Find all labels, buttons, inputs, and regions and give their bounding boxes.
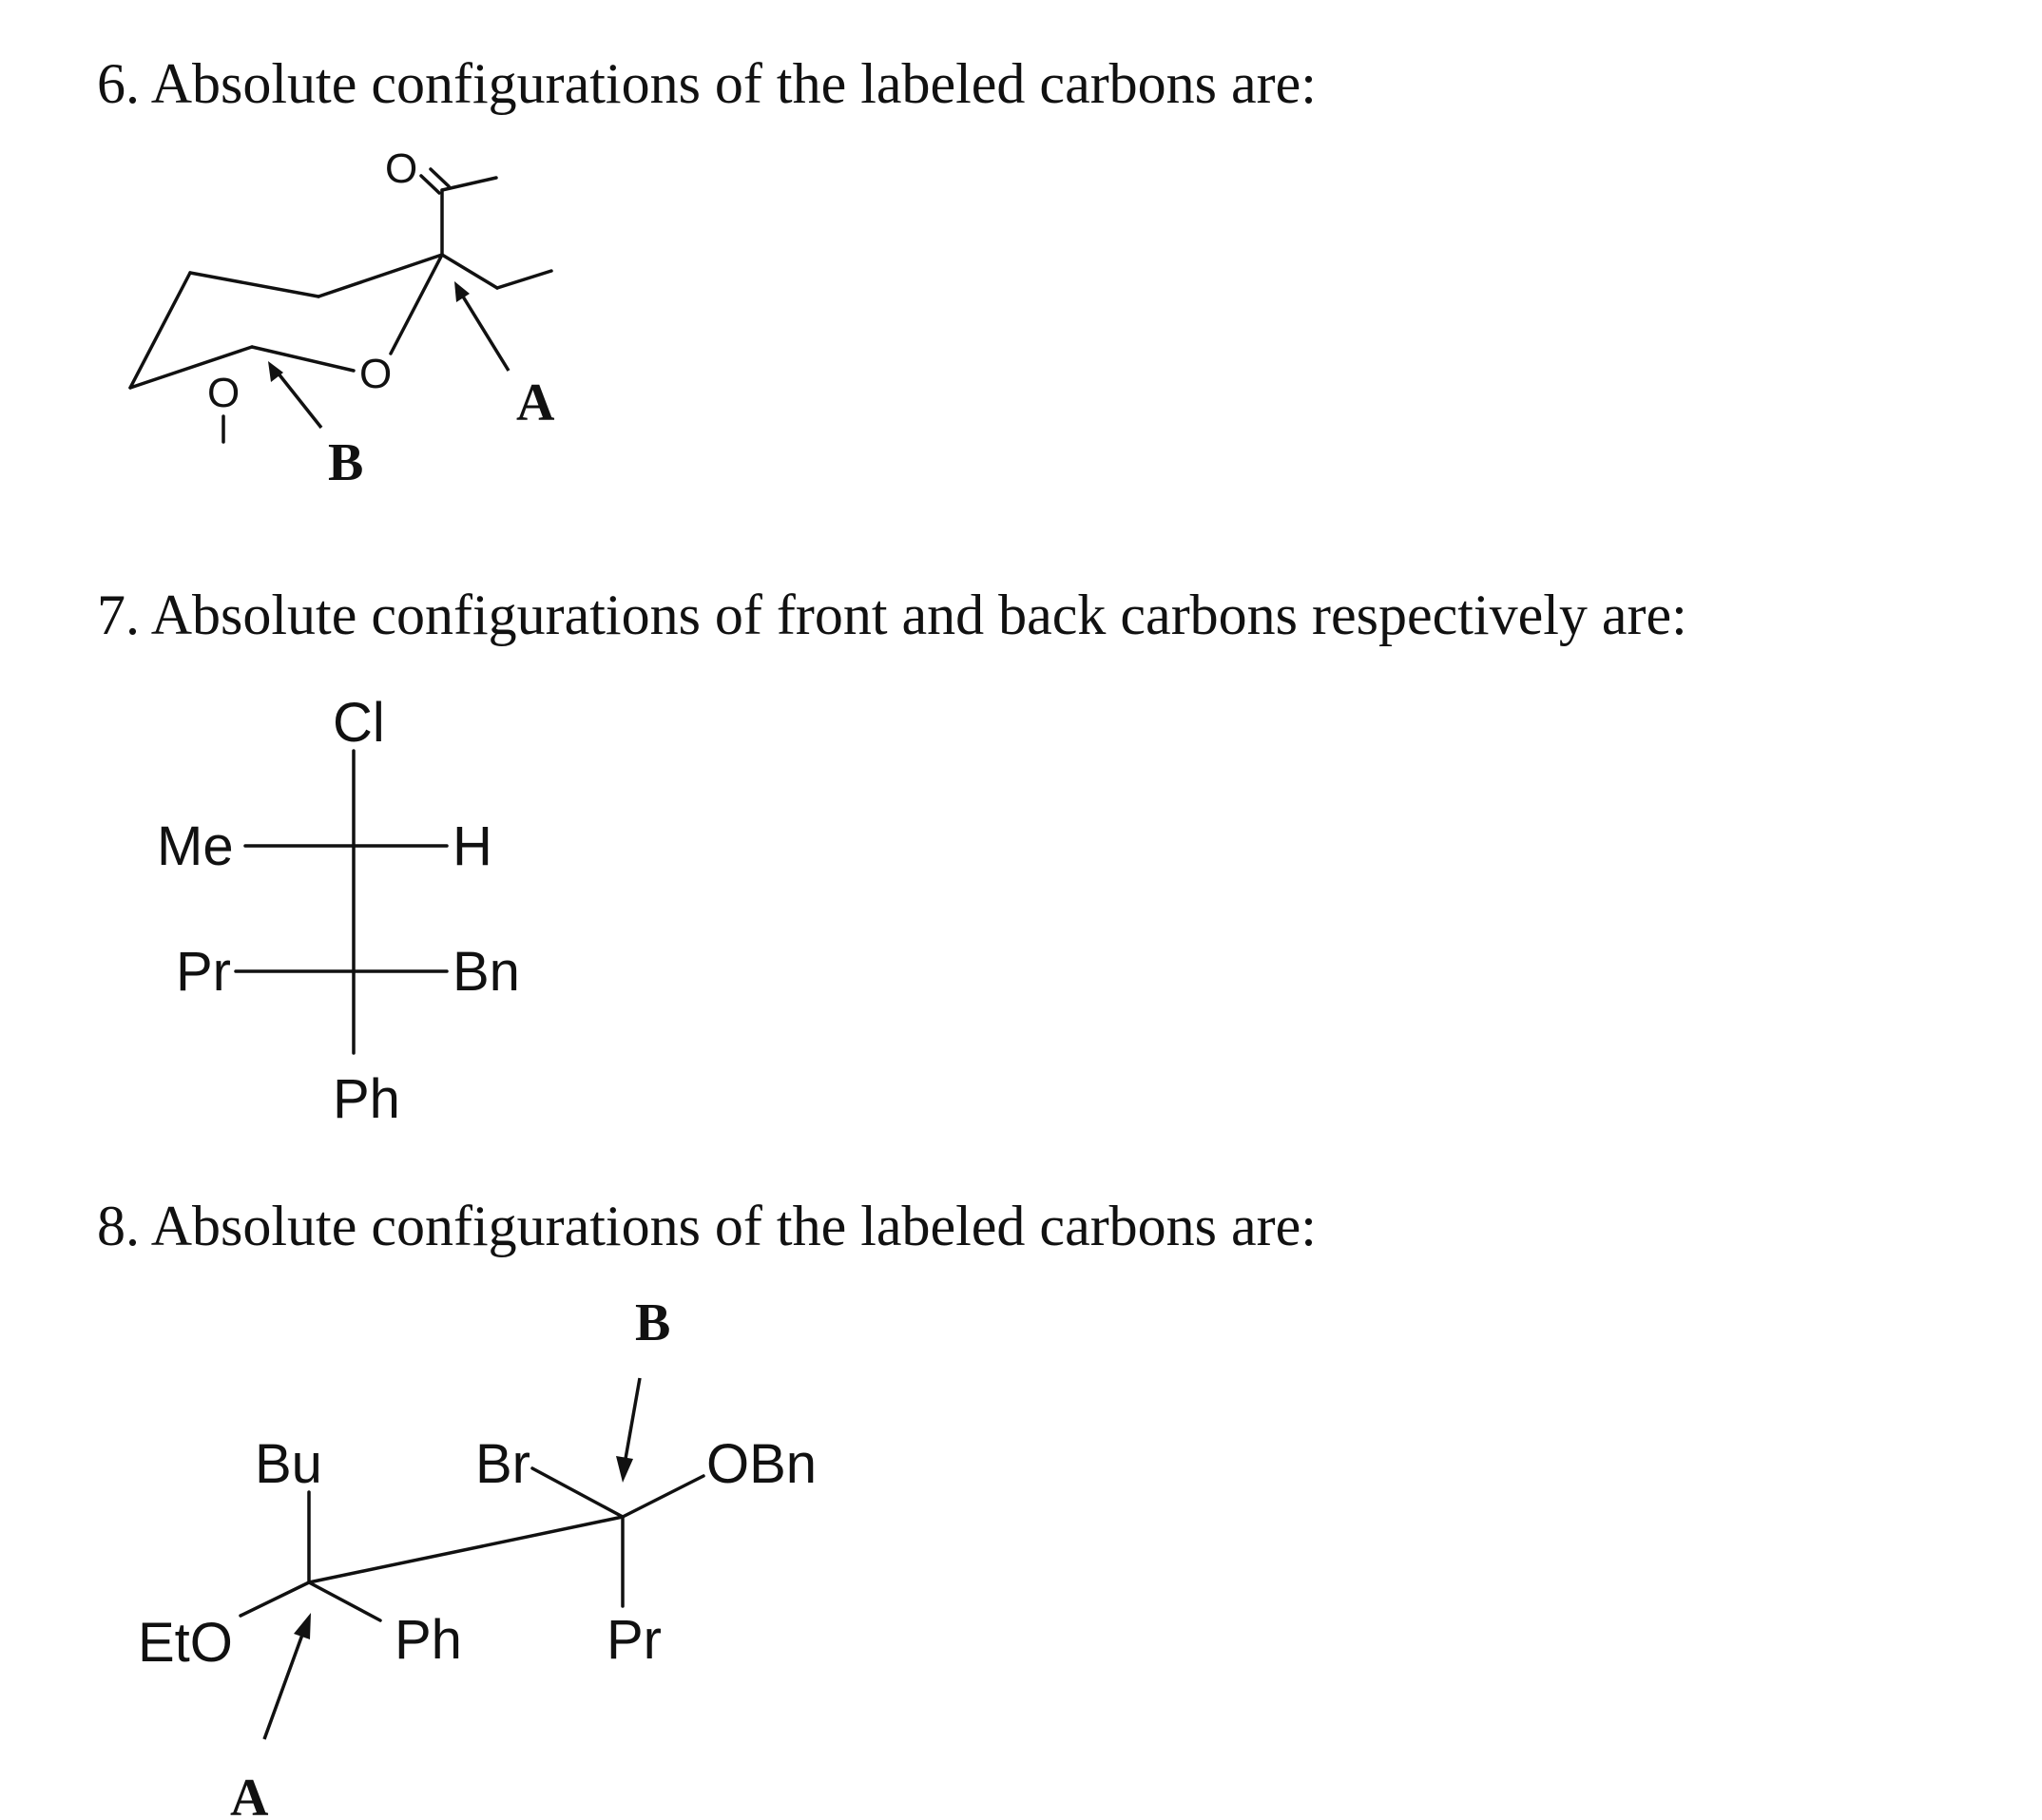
arrow-a bbox=[264, 1613, 311, 1739]
ph-label: Ph bbox=[395, 1609, 462, 1671]
carbonyl-oxygen-label: O bbox=[385, 145, 418, 192]
methoxy-oxygen-label: O bbox=[207, 370, 241, 416]
arrow-b-head bbox=[616, 1456, 633, 1483]
pr-label: Pr bbox=[607, 1609, 662, 1671]
top-substituent-label: Cl bbox=[333, 692, 385, 754]
marker-a-label: A bbox=[230, 1769, 269, 1820]
question-6-text: 6. Absolute configurations of the labeled carbons are: bbox=[97, 52, 1317, 115]
br-label: Br bbox=[475, 1433, 530, 1495]
front-right-substituent-label: H bbox=[453, 815, 492, 877]
marker-a-label: A bbox=[516, 374, 555, 432]
front-left-substituent-label: Me bbox=[157, 815, 234, 877]
bu-label: Bu bbox=[255, 1433, 322, 1495]
question-8-text: 8. Absolute configurations of the labeled carbons are: bbox=[97, 1195, 1317, 1257]
marker-b-label: B bbox=[635, 1293, 671, 1352]
marker-b-label: B bbox=[328, 433, 364, 492]
arrow-a-shaft bbox=[264, 1635, 302, 1739]
back-left-substituent-label: Pr bbox=[176, 941, 231, 1003]
br-bond bbox=[532, 1468, 623, 1517]
eto-bond bbox=[241, 1582, 309, 1616]
arrow-b-shaft bbox=[626, 1378, 640, 1459]
obn-bond bbox=[623, 1476, 703, 1517]
central-cc-bond bbox=[309, 1517, 623, 1582]
obn-label: OBn bbox=[706, 1433, 818, 1495]
question-7-text: 7. Absolute configurations of front and back carbons respectively are: bbox=[97, 584, 1687, 646]
arrow-a-head bbox=[294, 1613, 311, 1639]
arrow-b bbox=[616, 1378, 640, 1483]
back-right-substituent-label: Bn bbox=[453, 941, 520, 1003]
ph-bond bbox=[309, 1582, 380, 1620]
bottom-substituent-label: Ph bbox=[333, 1068, 400, 1130]
ring-oxygen-label: O bbox=[359, 351, 393, 397]
eto-label: EtO bbox=[138, 1612, 233, 1674]
